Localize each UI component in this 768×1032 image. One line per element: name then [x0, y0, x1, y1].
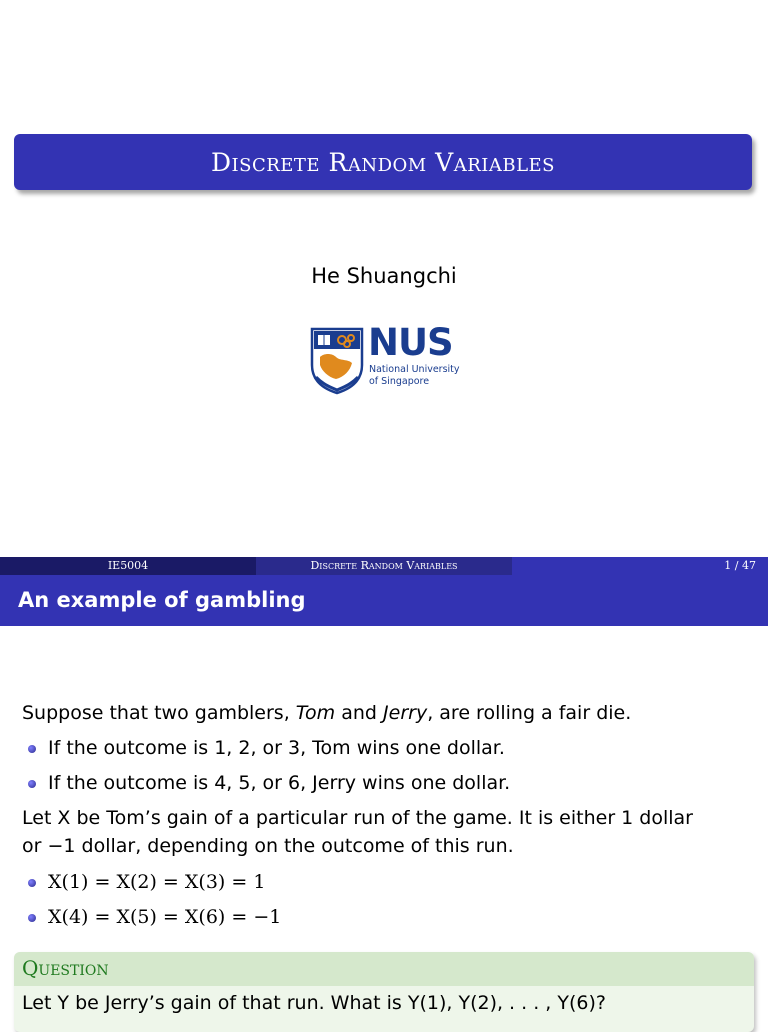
intro-part2: , are rolling a fair die.: [427, 702, 632, 724]
intro-tom: Tom: [295, 702, 336, 724]
logo-subtitle: [369, 364, 460, 388]
frame-title: An example of gambling: [18, 588, 306, 612]
bullet-icon: [28, 914, 36, 922]
question-text: Let Y be Jerry’s gain of that run. What is Y(1), Y(2), . . . , Y(6)?: [22, 992, 606, 1014]
intro-and: and: [335, 702, 384, 724]
nus-logo: [310, 321, 460, 397]
slide-footer: [0, 557, 768, 575]
question-header: [14, 952, 754, 986]
logo-wordmark: NUS: [368, 321, 453, 364]
presentation-title: Discrete Random Variables: [210, 147, 556, 177]
nus-crest-icon: [310, 327, 364, 395]
bullet-text: If the outcome is 4, 5, or 6, Jerry wins one dollar.: [48, 772, 511, 794]
question-label: Question: [22, 956, 109, 980]
list-item: [48, 770, 510, 796]
intro-part1: Suppose that two gamblers,: [22, 702, 296, 724]
equation-text: X(1) = X(2) = X(3) = 1: [48, 871, 266, 893]
paragraph-line2: or −1 dollar, depending on the outcome of this run.: [22, 835, 514, 857]
intro-sentence: [22, 700, 631, 726]
paragraph-line1: Let X be Tom’s gain of a particular run of the game. It is either 1 dollar: [22, 807, 693, 829]
equation-text: X(4) = X(5) = X(6) = −1: [48, 906, 282, 928]
bullet-icon: [28, 879, 36, 887]
bullet-icon: [28, 780, 36, 788]
list-item: [48, 904, 281, 930]
footer-page-number: 1 / 47: [512, 557, 768, 575]
title-box: [14, 134, 752, 190]
list-item: [48, 735, 505, 761]
author-name: He Shuangchi: [311, 264, 457, 288]
footer-title: Discrete Random Variables: [256, 557, 512, 575]
footer-course: IE5004: [0, 557, 256, 575]
list-item: [48, 869, 265, 895]
logo-subtitle-line2: of Singapore: [369, 376, 430, 387]
logo-subtitle-line1: National University: [369, 364, 460, 375]
bullet-icon: [28, 745, 36, 753]
question-block: [14, 952, 754, 1032]
bullet-text: If the outcome is 1, 2, or 3, Tom wins one dollar.: [48, 737, 505, 759]
frame-header: [0, 575, 768, 626]
intro-jerry: Jerry: [383, 702, 428, 724]
